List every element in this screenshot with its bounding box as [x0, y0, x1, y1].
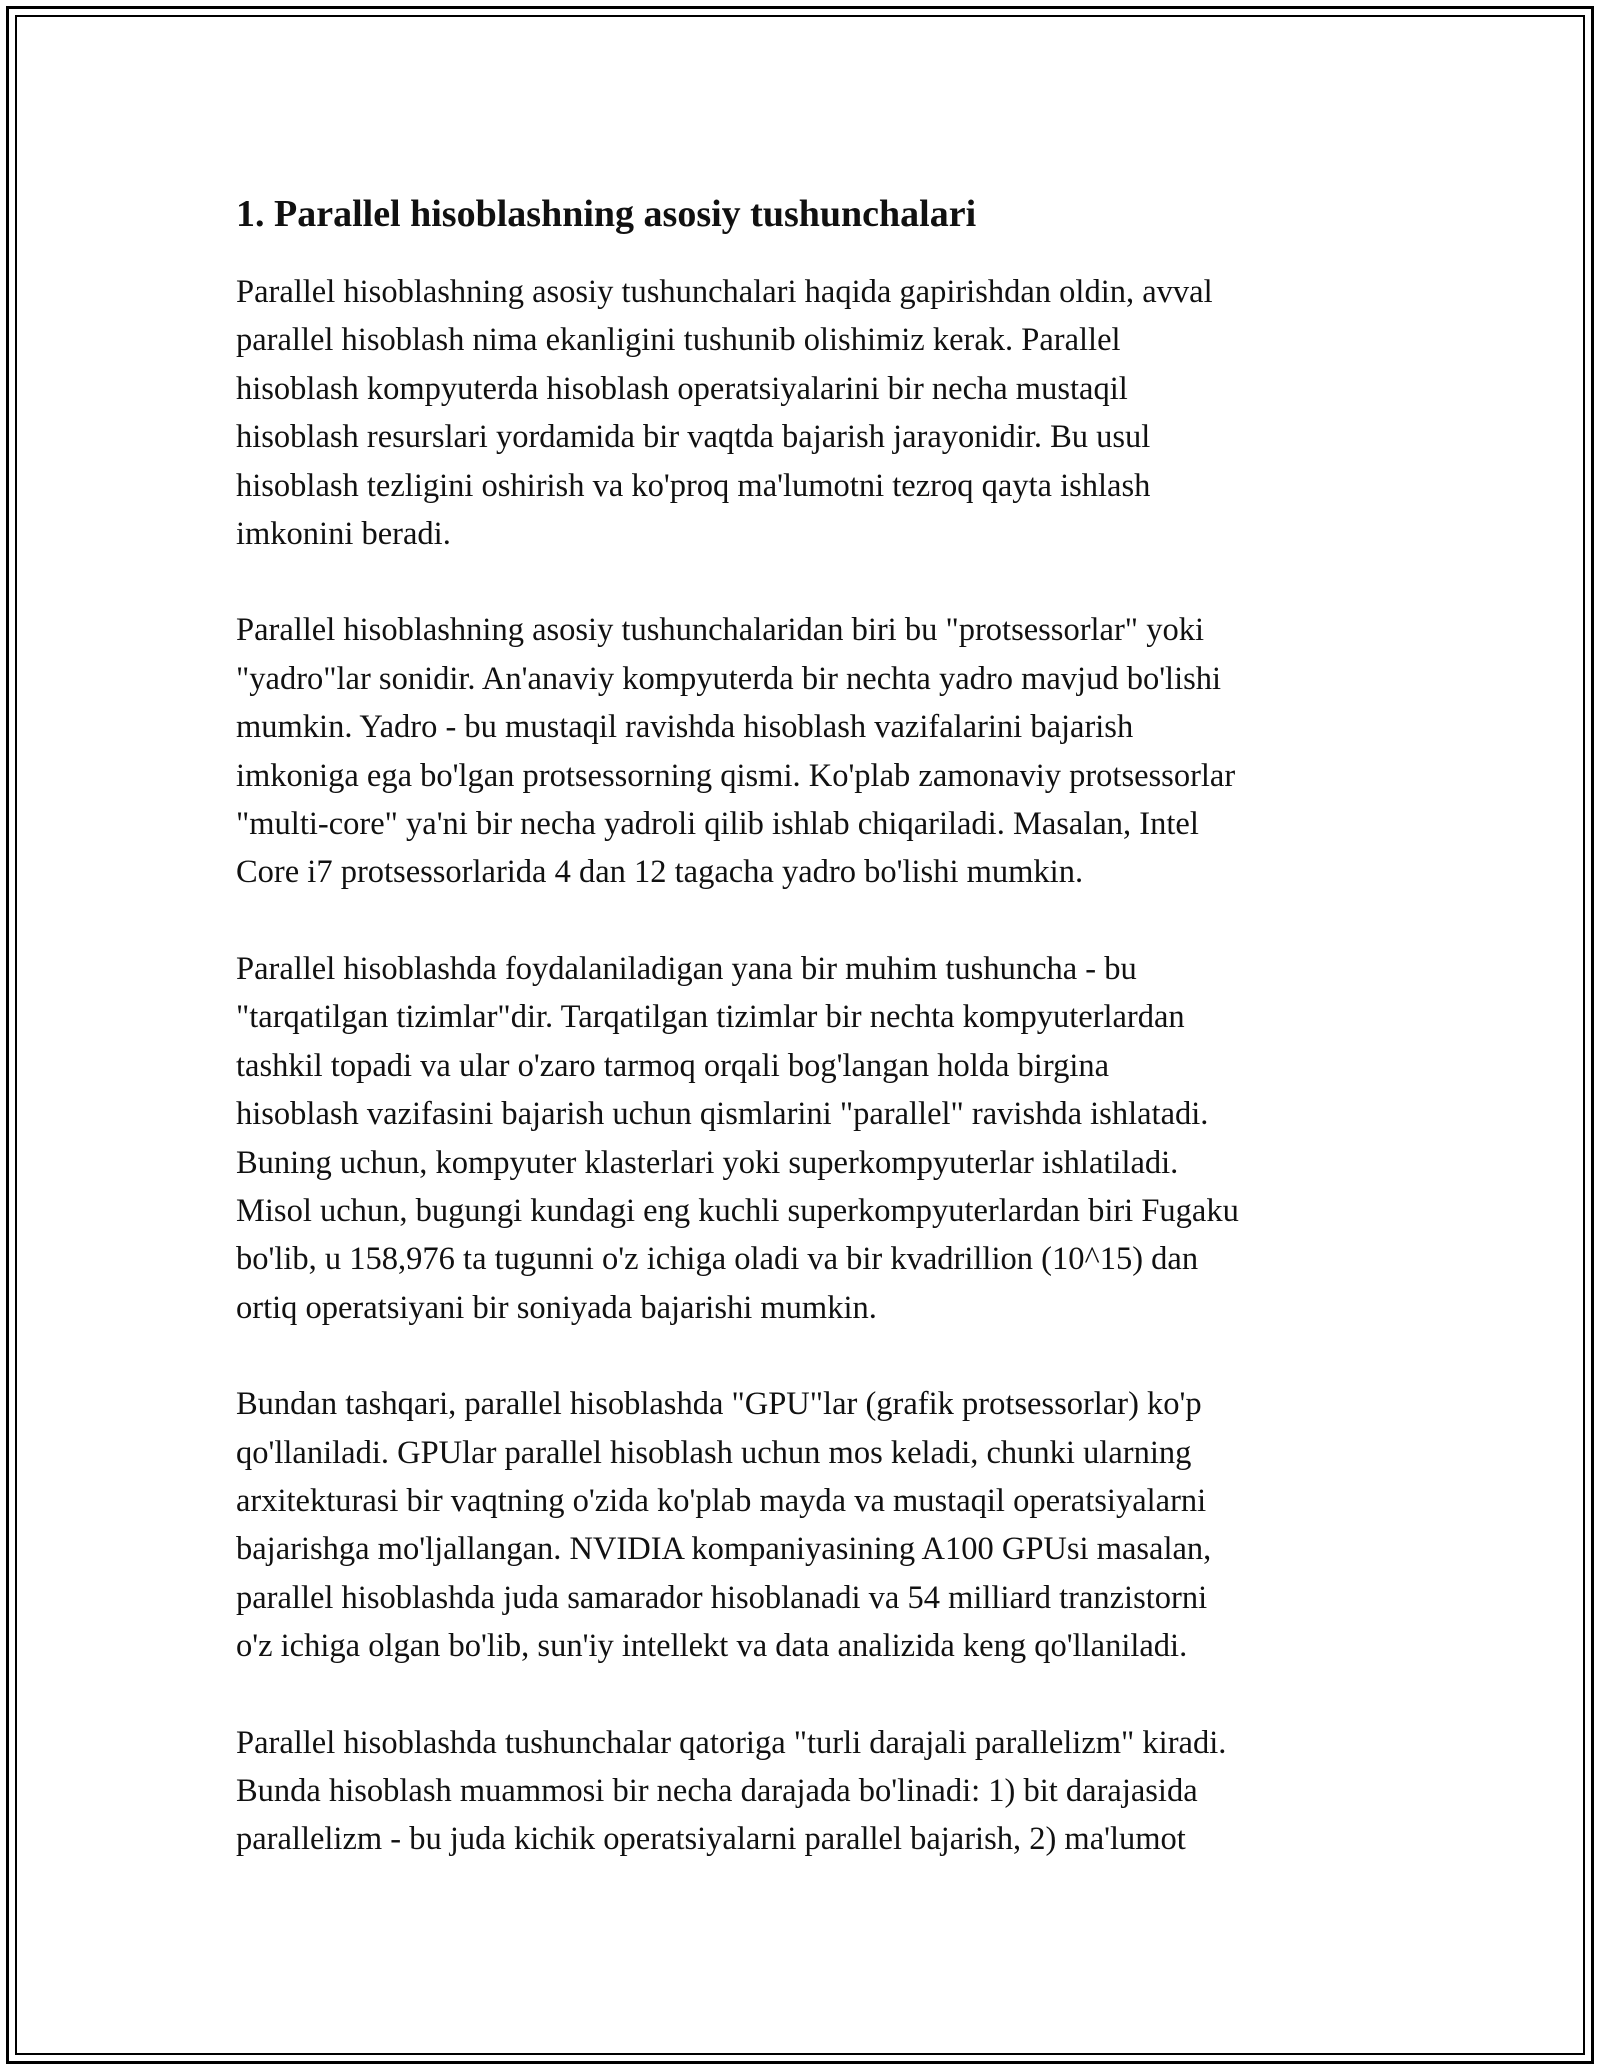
document-body	[236, 186, 1376, 1912]
paragraph-1: Parallel hisoblashning asosiy tushunchalari haqida gapirishdan oldin, avval parallel hisoblash nima ekanligini tushunib olishimiz kerak. Parallel hisoblash kompyuterda hisoblash operatsiyalarini bir necha mustaqil hisoblash resurslari yordamida bir vaqtda bajarish jarayonidir. Bu usul hisoblash tezligini oshirish va ko'proq ma'lumotni tezroq qayta ishlash imkonini beradi.	[236, 274, 1213, 553]
paragraph-5: Parallel hisoblashda tushunchalar qatoriga "turli darajali parallelizm" kiradi. Bunda hisoblash muammosi bir necha darajada bo'linadi: 1) bit darajasida parallelizm - bu juda kichik operatsiyalarni parallel bajarish, 2) ma'lumot	[236, 1724, 1227, 1858]
paragraph-2: Parallel hisoblashning asosiy tushunchalaridan biri bu "protsessorlar" yoki "yadro"lar sonidir. An'anaviy kompyuterda bir nechta yadro mavjud bo'lishi mumkin. Yadro - bu mustaqil ravishda hisoblash vazifalarini bajarish imkoniga ega bo'lgan protsessorning qismi. Ko'plab zamonaviy protsessorlar "multi-core" ya'ni bir necha yadroli qilib ishlab chiqariladi. Masalan, Intel Core i7 protsessorlarida 4 dan 12 tagacha yadro bo'lishi mumkin.	[236, 612, 1236, 891]
paragraph-4: Bundan tashqari, parallel hisoblashda "GPU"lar (grafik protsessorlar) ko'p qo'llaniladi. GPUlar parallel hisoblash uchun mos keladi, chunki ularning arxitekturasi bir vaqtning o'zida ko'plab mayda va mustaqil operatsiyalarni bajarishga mo'ljallangan. NVIDIA kompaniyasining A100 GPUsi masalan, parallel hisoblashda juda samarador hisoblanadi va 54 milliard tranzistorni o'z ichiga olgan bo'lib, sun'iy intellekt va data analizida keng qo'llaniladi.	[236, 1386, 1212, 1665]
paragraph-3: Parallel hisoblashda foydalaniladigan yana bir muhim tushuncha - bu "tarqatilgan tizimlar"dir. Tarqatilgan tizimlar bir nechta kompyuterlardan tashkil topadi va ular o'zaro tarmoq orqali bog'langan holda birgina hisoblash vazifasini bajarish uchun qismlarini "parallel" ravishda ishlatadi. Buning uchun, kompyuter klasterlari yoki superkompyuterlar ishlatiladi. Misol uchun, bugungi kundagi eng kuchli superkompyuterlardan biri Fugaku bo'lib, u 158,976 ta tugunni o'z ichiga oladi va bir kvadrillion (10^15) dan ortiq operatsiyani bir soniyada bajarishi mumkin.	[236, 950, 1239, 1326]
section-heading: 1. Parallel hisoblashning asosiy tushunchalari	[236, 193, 977, 235]
